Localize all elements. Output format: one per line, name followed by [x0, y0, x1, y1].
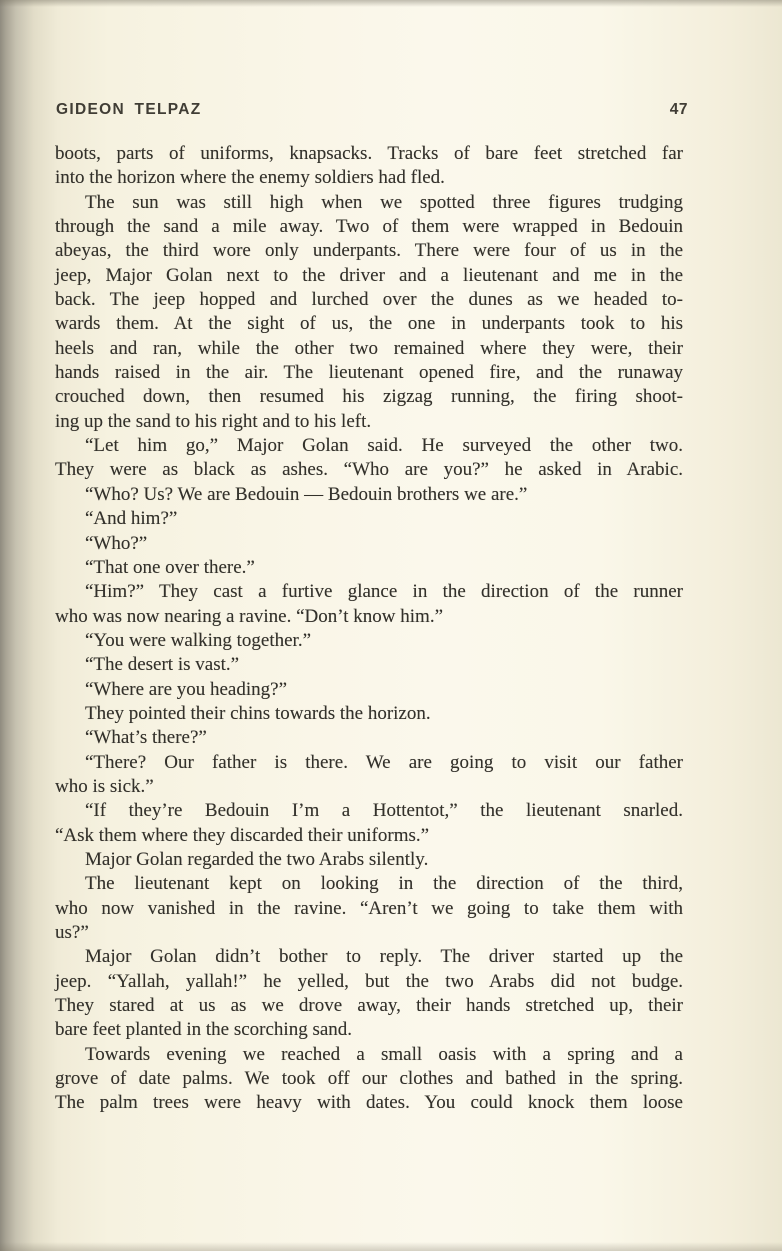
text-line: jeep, Major Golan next to the driver and a lieutenant and me in the [55, 264, 683, 286]
text-line: “Who? Us? We are Bedouin — Bedouin brothers we are.” [85, 483, 528, 505]
text-line: Major Golan regarded the two Arabs silently. [85, 848, 429, 870]
paragraph [55, 191, 683, 434]
text-line: “The desert is vast.” [85, 654, 240, 676]
running-header-author: GIDEON TELPAZ [56, 101, 202, 118]
paragraph [55, 945, 683, 1042]
text-line: “And him?” [85, 508, 178, 530]
text-line: through the sand a mile away. Two of them were wrapped in Bedouin [55, 216, 683, 238]
text-line: into the horizon where the enemy soldiers had fled. [55, 167, 445, 189]
text-line: jeep. “Yallah, yallah!” he yelled, but the two Arabs did not budge. [55, 970, 683, 992]
paragraph [55, 653, 683, 677]
text-line: The sun was still high when we spotted three figures trudging [85, 191, 683, 213]
text-line: us?” [55, 922, 89, 943]
text-line: boots, parts of uniforms, knapsacks. Tracks of bare feet stretched far [55, 143, 683, 164]
text-line: They were as black as ashes. “Who are you?” he asked in Arabic. [55, 459, 683, 481]
text-line: “What’s there?” [85, 727, 207, 749]
paragraph [55, 751, 683, 800]
text-line: “Where are you heading?” [85, 678, 288, 700]
paragraph [55, 434, 683, 483]
paragraph [55, 702, 683, 726]
text-line: crouched down, then resumed his zigzag running, the firing shoot- [55, 386, 683, 408]
text-line: back. The jeep hopped and lurched over the dunes as we headed to- [55, 289, 683, 311]
text-line: wards them. At the sight of us, the one in underpants took to his [55, 313, 683, 335]
paragraph [55, 580, 683, 629]
text-line: hands raised in the air. The lieutenant opened fire, and the runaway [55, 362, 683, 384]
paragraph [55, 726, 683, 750]
text-line: who was now nearing a ravine. “Don’t know him.” [55, 605, 443, 627]
paragraph [55, 872, 683, 945]
paragraph [55, 629, 683, 653]
text-line: “Him?” They cast a furtive glance in the direction of the runner [85, 581, 683, 603]
text-line: They pointed their chins towards the horizon. [85, 702, 431, 724]
text-line: “That one over there.” [85, 556, 255, 578]
text-line: “There? Our father is there. We are going to visit our father [85, 751, 683, 773]
text-line: “You were walking together.” [85, 629, 312, 651]
text-line: who now vanished in the ravine. “Aren’t we going to take them with [55, 897, 683, 919]
paragraph [55, 678, 683, 702]
text-line: abeyas, the third wore only underpants. There were four of us in the [55, 240, 683, 262]
text-line: Towards evening we reached a small oasis with a spring and a [85, 1043, 683, 1065]
text-line: “If they’re Bedouin I’m a Hottentot,” the lieutenant snarled. [85, 800, 683, 822]
paragraph [55, 1043, 683, 1116]
paragraph [55, 142, 683, 191]
page-header [56, 101, 688, 119]
text-line: Major Golan didn’t bother to reply. The driver started up the [85, 946, 683, 968]
text-line: The lieutenant kept on looking in the direction of the third, [85, 873, 683, 895]
text-line: grove of date palms. We took off our clothes and bathed in the spring. [55, 1068, 683, 1090]
text-line: who is sick.” [55, 775, 154, 797]
text-line: heels and ran, while the other two remained where they were, their [55, 337, 683, 359]
text-line: “Ask them where they discarded their uniforms.” [55, 824, 430, 846]
text-line: ing up the sand to his right and to his left. [55, 410, 372, 432]
page-number: 47 [669, 101, 688, 118]
text-line: “Who?” [85, 532, 148, 554]
paragraph [55, 556, 683, 580]
paragraph [55, 848, 683, 872]
page-body [55, 142, 683, 1116]
paragraph [55, 507, 683, 531]
text-line: The palm trees were heavy with dates. You could knock them loose [55, 1092, 683, 1114]
text-line: They stared at us as we drove away, their hands stretched up, their [55, 995, 683, 1017]
text-line: bare feet planted in the scorching sand. [55, 1019, 353, 1041]
paragraph [55, 483, 683, 507]
paragraph [55, 799, 683, 848]
text-line: “Let him go,” Major Golan said. He surveyed the other two. [85, 435, 683, 457]
paragraph [55, 532, 683, 556]
